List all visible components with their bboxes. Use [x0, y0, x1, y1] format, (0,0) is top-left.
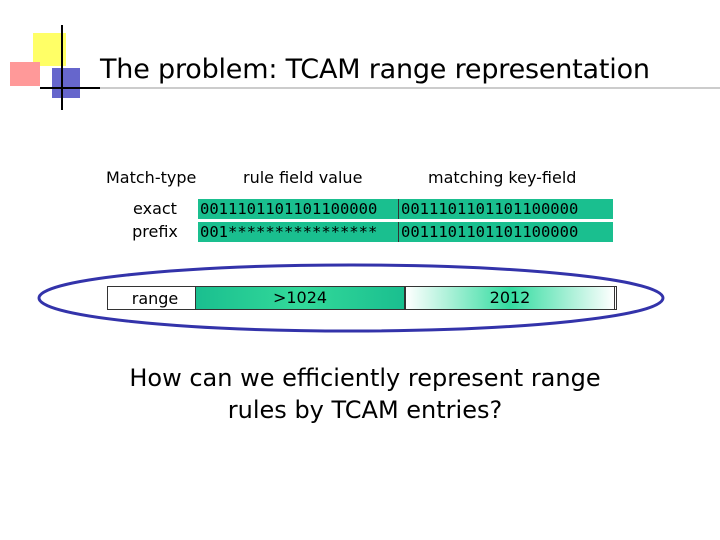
- range-rule-value: >1024: [195, 286, 405, 310]
- row-label-range: range: [131, 289, 179, 308]
- row-label-exact: exact: [133, 199, 177, 218]
- header-match-type: Match-type: [106, 168, 197, 187]
- decor-square-pink: [10, 62, 40, 86]
- decor-square-blue: [52, 68, 80, 98]
- slide-title: The problem: TCAM range representation: [100, 54, 650, 85]
- range-highlight-ellipse: [36, 262, 666, 334]
- title-underline-accent: [40, 87, 100, 89]
- range-key-value: 2012: [405, 286, 615, 310]
- exact-key-value: 0011101101101100000: [398, 199, 613, 219]
- prefix-rule-value: 001****************: [198, 222, 398, 242]
- exact-rule-value: 0011101101101100000: [198, 199, 398, 219]
- row-label-prefix: prefix: [132, 222, 178, 241]
- title-underline: [40, 87, 720, 89]
- prefix-key-value: 0011101101101100000: [398, 222, 613, 242]
- header-key-field: matching key-field: [428, 168, 577, 187]
- header-rule-field: rule field value: [243, 168, 363, 187]
- decor-vertical-line: [61, 25, 63, 110]
- question-text: How can we efficiently represent range rules by TCAM entries?: [129, 364, 601, 424]
